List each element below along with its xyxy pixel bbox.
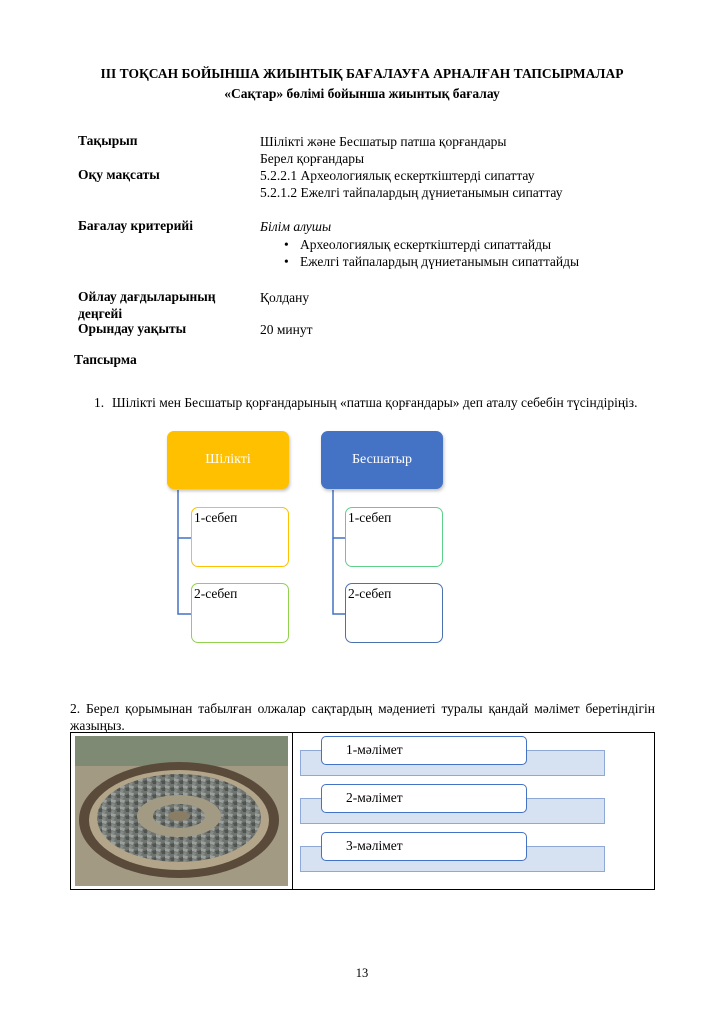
- thinking-value: Қолдану: [260, 290, 310, 305]
- besshatyr-header: Бесшатыр: [321, 431, 443, 489]
- shilikti-reason-2[interactable]: 2-себеп: [191, 583, 289, 643]
- task-heading: Тапсырма: [74, 352, 137, 367]
- goal-value-1: 5.2.2.1 Археологиялық ескерткіштерді сипаттау: [260, 168, 535, 183]
- q2-text: 2. Берел қорымынан табылған олжалар сақтардың мәдениеті туралы қандай мәлімет беретіндігін жазыңыз.: [70, 701, 655, 733]
- thinking-label-2: деңгейі: [78, 306, 123, 321]
- goal-label: Оқу мақсаты: [78, 167, 160, 182]
- thinking-label: Ойлау дағдыларының: [78, 289, 216, 304]
- topic-value-1: Шілікті және Бесшатыр патша қорғандары: [260, 134, 507, 149]
- info-field-1[interactable]: 1-мәлімет: [321, 736, 527, 765]
- q2-table-divider: [292, 732, 293, 890]
- topic-label: Тақырып: [78, 133, 138, 148]
- page-subtitle: «Сақтар» бөлімі бойынша жиынтық бағалау: [224, 86, 500, 101]
- besshatyr-reason-2[interactable]: 2-себеп: [345, 583, 443, 643]
- time-label: Орындау уақыты: [78, 321, 187, 336]
- stone-kurgan-photo: [75, 736, 288, 886]
- info-field-3[interactable]: 3-мәлімет: [321, 832, 527, 861]
- shilikti-reason-1[interactable]: 1-себеп: [191, 507, 289, 567]
- criteria-label: Бағалау критерийі: [78, 218, 193, 233]
- criteria-item: • Археологиялық ескерткіштерді сипаттайды: [282, 236, 579, 253]
- criteria-intro: Білім алушы: [260, 219, 332, 234]
- topic-value-2: Берел қорғандары: [260, 151, 365, 166]
- shilikti-header: Шілікті: [167, 431, 289, 489]
- goal-value-2: 5.2.1.2 Ежелгі тайпалардың дүниетанымын сипаттау: [260, 185, 563, 200]
- info-field-2[interactable]: 2-мәлімет: [321, 784, 527, 813]
- page-title: ІІІ ТОҚСАН БОЙЫНША ЖИЫНТЫҚ БАҒАЛАУҒА АРНАЛҒАН ТАПСЫРМАЛАР: [100, 66, 624, 81]
- q1-number: 1.: [94, 395, 105, 410]
- besshatyr-reason-1[interactable]: 1-себеп: [345, 507, 443, 567]
- time-value: 20 минут: [260, 322, 313, 337]
- q1-text: Шілікті мен Бесшатыр қорғандарының «патша қорғандары» деп аталу себебін түсіндіріңіз.: [112, 395, 638, 410]
- criteria-item: • Ежелгі тайпалардың дүниетанымын сипаттайды: [282, 253, 579, 270]
- page-number: 13: [355, 966, 369, 980]
